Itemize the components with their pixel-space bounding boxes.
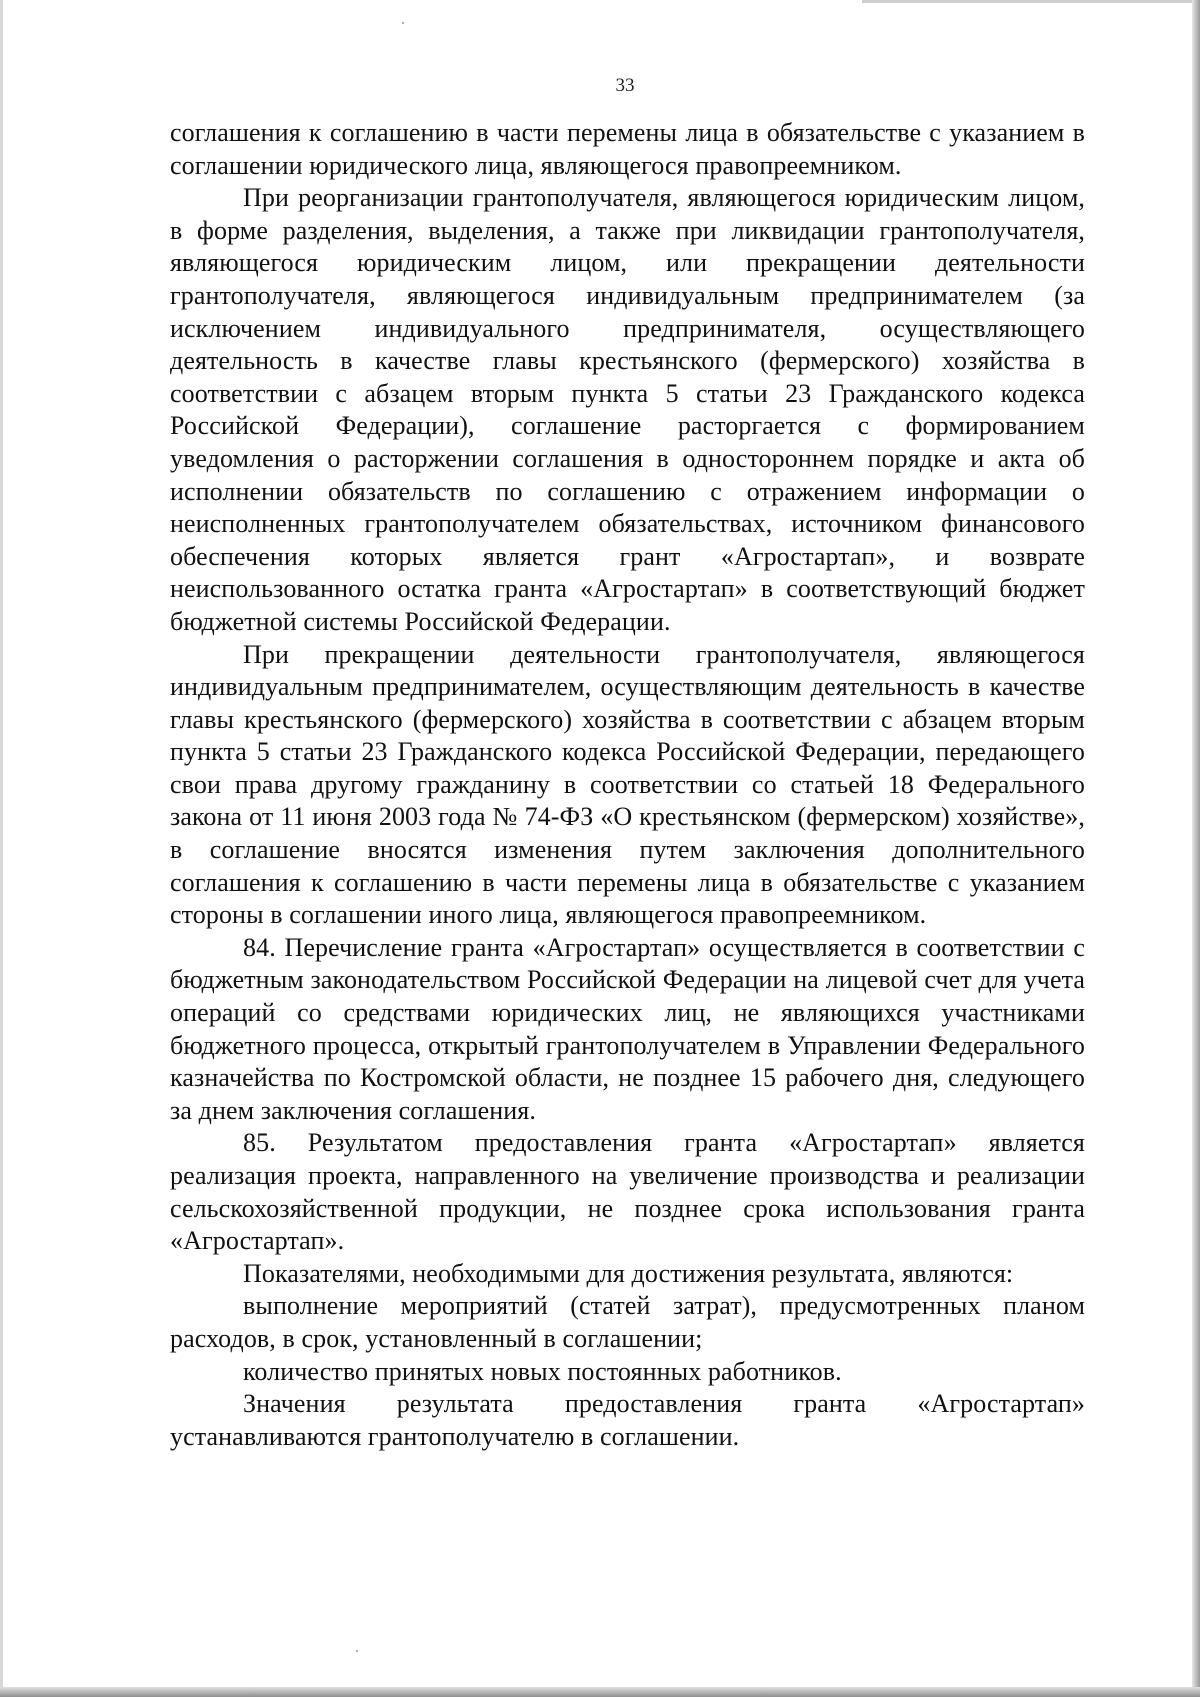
scan-speck bbox=[402, 22, 404, 24]
scan-edge-left bbox=[0, 0, 3, 1697]
paragraph: 85. Результатом предоставления гранта «Агростартап» является реализация проекта, направленного на увеличение производства и реализации сельскохозяйственной продукции, не позднее срока использования гранта «Агростартап». bbox=[170, 1128, 1085, 1256]
paragraph: количество принятых новых постоянных работников. bbox=[243, 1356, 842, 1386]
page-number: 33 bbox=[615, 75, 635, 96]
paragraph: 84. Перечисление гранта «Агростартап» осуществляется в соответствии с бюджетным законодательством Российской Федерации на лицевой счет для учета операций со средствами юридических лиц, не являющихся участниками бюджетного процесса, открытый грантополучателем в Управлении Федерального казначейства по Костромской области, не позднее 15 рабочего дня, следующего за днем заключения соглашения. bbox=[170, 932, 1085, 1125]
paragraph: Значения результата предоставления гранта «Агростартап» устанавливаются грантополучателю в соглашении. bbox=[170, 1389, 1085, 1451]
scan-edge-top bbox=[862, 0, 1192, 3]
scan-edge-right bbox=[1192, 0, 1200, 1697]
paragraph: соглашения к соглашению в части перемены лица в обязательстве с указанием в соглашении юридического лица, являющегося правопреемником. bbox=[170, 118, 1085, 180]
scan-edge-bottom bbox=[0, 1687, 1200, 1697]
paragraph: выполнение мероприятий (статей затрат), предусмотренных планом расходов, в срок, установленный в соглашении; bbox=[170, 1291, 1085, 1353]
document-body bbox=[170, 117, 1085, 1453]
scan-speck bbox=[356, 1650, 358, 1652]
paragraph: Показателями, необходимыми для достижения результата, являются: bbox=[243, 1258, 1014, 1288]
paragraph: При реорганизации грантополучателя, являющегося юридическим лицом, в форме разделения, выделения, а также при ликвидации грантополучателя, являющегося юридическим лицом, или прекращении деятельности грантополучателя, являющегося индивидуальным предпринимателем (за исключением индивидуального предпринимателя, осуществляющего деятельность в качестве главы крестьянского (фермерского) хозяйства в соответствии с абзацем вторым пункта 5 статьи 23 Гражданского кодекса Российской Федерации), соглашение расторгается с формированием уведомления о расторжении соглашения в одностороннем порядке и акта об исполнении обязательств по соглашению с отражением информации о неисполненных грантополучателем обязательствах, источником финансового обеспечения которых является грант «Агростартап», и возврате неиспользованного остатка гранта «Агростартап» в соответствующий бюджет бюджетной системы Российской Федерации. bbox=[170, 183, 1085, 636]
paragraph: При прекращении деятельности грантополучателя, являющегося индивидуальным предпринимателем, осуществляющим деятельность в качестве главы крестьянского (фермерского) хозяйства в соответствии с абзацем вторым пункта 5 статьи 23 Гражданского кодекса Российской Федерации, передающего свои права другому гражданину в соответствии со статьей 18 Федерального закона от 11 июня 2003 года № 74-ФЗ «О крестьянском (фермерском) хозяйстве», в соглашение вносятся изменения путем заключения дополнительного соглашения к соглашению в части перемены лица в обязательстве с указанием стороны в соглашении иного лица, являющегося правопреемником. bbox=[170, 639, 1085, 930]
